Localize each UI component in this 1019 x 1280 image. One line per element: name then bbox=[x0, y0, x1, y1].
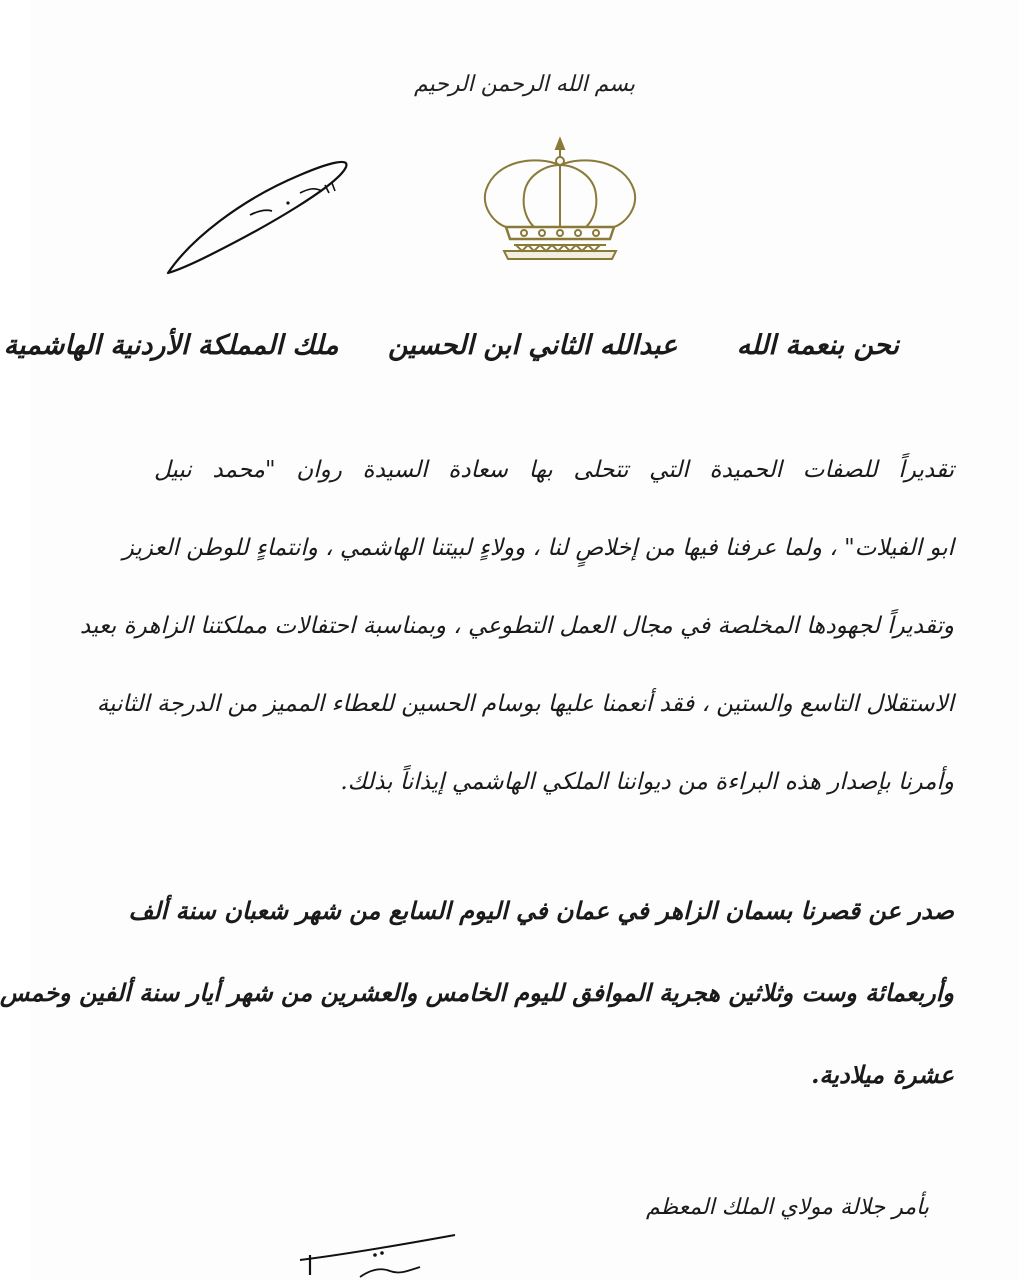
issue-line: صدر عن قصرنا بسمان الزاهر في عمان في اليوم السابع من شهر شعبان سنة ألف bbox=[128, 896, 954, 925]
issue-statement bbox=[0, 880, 954, 1126]
heading-king-title: ملك المملكة الأردنية الهاشمية bbox=[3, 330, 339, 361]
royal-crown-icon bbox=[476, 135, 644, 265]
body-line: ابو الفيلات" ، ولما عرفنا فيها من إخلاصٍ لنا ، وولاءٍ لبيتنا الهاشمي ، وانتماءٍ للوطن العزيز bbox=[122, 535, 954, 561]
body-line: الاستقلال التاسع والستين ، فقد أنعمنا عليها بوسام الحسين للعطاء المميز من الدرجة الثانية bbox=[96, 691, 954, 717]
basmala: بسم الله الرحمن الرحيم bbox=[413, 72, 636, 97]
royal-signature bbox=[150, 145, 360, 285]
chief-signature bbox=[280, 1215, 480, 1280]
decree-body bbox=[79, 440, 954, 830]
decree-heading bbox=[3, 330, 899, 361]
issue-line: عشرة ميلادية. bbox=[811, 1060, 954, 1089]
heading-king-name: عبدالله الثاني ابن الحسين bbox=[387, 330, 678, 361]
body-line: وتقديراً لجهودها المخلصة في مجال العمل التطوعي ، وبمناسبة احتفالات مملكتنا الزاهرة بعيد bbox=[79, 613, 954, 639]
body-line: وأمرنا بإصدار هذه البراءة من ديواننا الملكي الهاشمي إيذاناً بذلك. bbox=[340, 769, 954, 795]
body-line: تقديراً للصفات الحميدة التي تتحلى بها سعادة السيدة روان "محمد نبيل bbox=[154, 457, 954, 483]
heading-prefix: نحن بنعمة الله bbox=[736, 330, 899, 361]
issue-line: وأربعمائة وست وثلاثين هجرية الموافق لليوم الخامس والعشرين من شهر أيار سنة ألفين وخمس bbox=[0, 978, 954, 1007]
order-by-line: بأمر جلالة مولاي الملك المعظم bbox=[645, 1195, 929, 1220]
